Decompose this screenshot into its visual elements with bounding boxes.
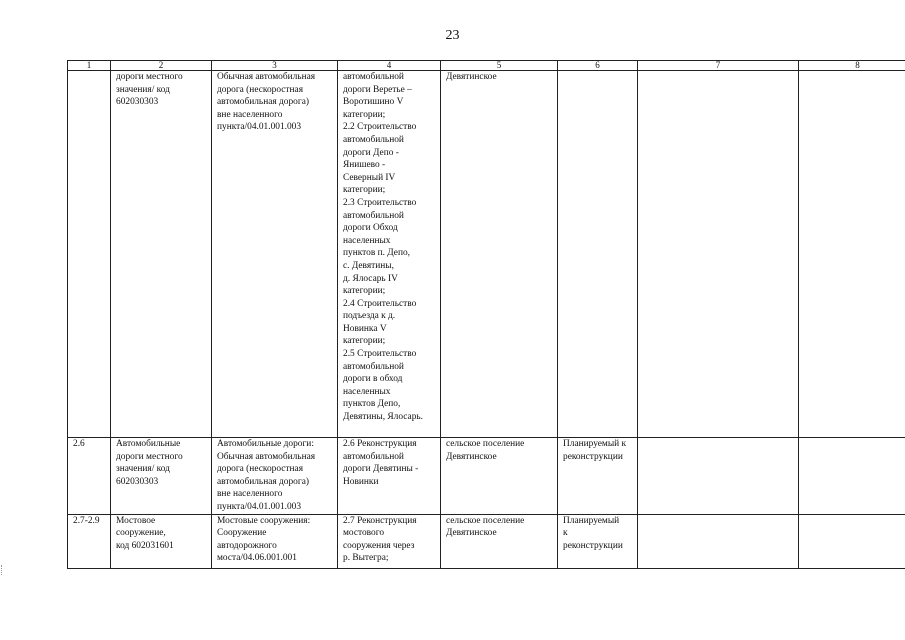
cell-line: сельское поселение xyxy=(446,439,525,449)
cell-line: пунктов Депо, xyxy=(343,399,401,410)
cell-line: с. Девятины, xyxy=(343,260,394,271)
header-cell-1: 1 xyxy=(68,61,111,71)
cell-col-7 xyxy=(638,514,799,568)
cell-description xyxy=(338,438,441,515)
header-cell-3: 3 xyxy=(212,61,338,71)
cell-line: дороги местного xyxy=(116,72,183,82)
cell-line: Планируемый xyxy=(563,515,620,526)
cell-location xyxy=(441,514,558,568)
cell-line: Обычная автомобильная xyxy=(217,72,316,82)
header-cell-7: 7 xyxy=(638,61,799,71)
cell-object-type xyxy=(111,438,212,515)
table-row xyxy=(68,71,905,438)
cell-line: код 602031601 xyxy=(116,540,174,551)
header-row xyxy=(68,61,905,71)
cell-line: дороги в обход xyxy=(343,374,403,385)
cell-line: 602030303 xyxy=(116,476,159,487)
cell-line: автомобильной xyxy=(343,134,404,145)
cell-location xyxy=(441,71,558,438)
cell-line: категории; xyxy=(343,336,386,347)
cell-line: значения/ код xyxy=(116,464,170,475)
cell-line: 2.6 xyxy=(73,439,85,449)
cell-line: дорога (нескоростная xyxy=(217,464,304,475)
cell-line: автомобильной xyxy=(343,451,404,462)
cell-line: Мостовые сооружения: xyxy=(217,515,311,526)
cell-col-8 xyxy=(799,438,905,515)
cell-object-category xyxy=(212,438,338,515)
cell-line: Обычная автомобильная xyxy=(217,451,316,462)
cell-line: Новинка V xyxy=(343,323,387,334)
cell-line: 2.4 Строительство xyxy=(343,298,417,309)
header-cell-2: 2 xyxy=(111,61,212,71)
cell-col-8 xyxy=(799,514,905,568)
cell-line: моста/04.06.001.001 xyxy=(217,553,297,564)
cell-line: подъезда к д. xyxy=(343,311,396,322)
cell-line: значения/ код xyxy=(116,84,170,95)
cell-description xyxy=(338,71,441,438)
header-cell-8: 8 xyxy=(799,61,905,71)
cell-line: Янишево - xyxy=(343,160,386,171)
cell-line: Новинки xyxy=(343,476,379,487)
cell-line: категории; xyxy=(343,109,386,120)
cell-status xyxy=(558,514,638,568)
cell-line: дороги местного xyxy=(116,451,183,462)
cell-col-7 xyxy=(638,71,799,438)
cell-line: автодорожного xyxy=(217,540,277,551)
cell-line: Северный IV xyxy=(343,172,396,183)
cell-line: сооружения через xyxy=(343,540,415,551)
cell-line: населенных xyxy=(343,386,391,397)
cell-line: 2.6 Реконструкция xyxy=(343,439,417,449)
cell-line: реконструкции xyxy=(563,451,623,462)
scan-margin-mark xyxy=(1,565,7,575)
cell-line: 2.5 Строительство xyxy=(343,349,417,360)
cell-object-category xyxy=(212,514,338,568)
cell-line: Воротишино V xyxy=(343,97,404,108)
cell-line: Планируемый к xyxy=(563,439,627,449)
cell-line: автомобильная дорога) xyxy=(217,97,309,108)
header-cell-5: 5 xyxy=(441,61,558,71)
page-number: 23 xyxy=(445,28,460,43)
cell-line: вне населенного xyxy=(217,109,283,120)
cell-status xyxy=(558,71,638,438)
cell-line: дороги Веретье – xyxy=(343,84,412,95)
cell-object-type xyxy=(111,71,212,438)
cell-line: автомобильная дорога) xyxy=(217,476,309,487)
cell-line: Девятины, Ялосарь. xyxy=(343,412,423,423)
cell-col-8 xyxy=(799,71,905,438)
cell-line: 2.7 Реконструкция xyxy=(343,515,417,526)
header-cell-6: 6 xyxy=(558,61,638,71)
cell-line: 2.7-2.9 xyxy=(73,515,100,526)
cell-status xyxy=(558,438,638,515)
cell-line: дороги Обход xyxy=(343,223,398,234)
cell-line: дороги Девятины - xyxy=(343,464,419,475)
cell-line: сельское поселение xyxy=(446,515,525,526)
cell-line: автомобильной xyxy=(343,72,404,82)
cell-line: автомобильной xyxy=(343,361,404,372)
cell-line: 602030303 xyxy=(116,97,159,108)
cell-line: вне населенного xyxy=(217,489,283,500)
cell-line: Мостовое xyxy=(116,515,156,526)
cell-number xyxy=(68,71,111,438)
cell-line: 2.2 Строительство xyxy=(343,122,417,133)
cell-object-category xyxy=(212,71,338,438)
cell-number xyxy=(68,438,111,515)
cell-line: Девятинское xyxy=(446,72,497,82)
table-row xyxy=(68,514,905,568)
cell-line: Автомобильные дороги: xyxy=(217,439,314,449)
cell-line: р. Вытегра; xyxy=(343,553,389,564)
cell-line: сооружение, xyxy=(116,528,166,539)
cell-line: мостового xyxy=(343,528,385,539)
document-table xyxy=(67,60,905,569)
cell-line: Сооружение xyxy=(217,528,267,539)
cell-line: дороги Депо - xyxy=(343,147,399,158)
cell-line: д. Ялосарь IV xyxy=(343,273,398,284)
cell-line: населенных xyxy=(343,235,391,246)
cell-col-7 xyxy=(638,438,799,515)
cell-line: реконструкции xyxy=(563,540,623,551)
cell-object-type xyxy=(111,514,212,568)
cell-line: 2.3 Строительство xyxy=(343,197,417,208)
cell-line: дорога (нескоростная xyxy=(217,84,304,95)
cell-line: Автомобильные xyxy=(116,439,181,449)
cell-line: пунктов п. Депо, xyxy=(343,248,411,259)
cell-line: Девятинское xyxy=(446,528,497,539)
cell-line: автомобильной xyxy=(343,210,404,221)
cell-line: к xyxy=(563,528,568,539)
cell-line: Девятинское xyxy=(446,451,497,462)
cell-description xyxy=(338,514,441,568)
cell-line: категории; xyxy=(343,286,386,297)
cell-line: пункта/04.01.001.003 xyxy=(217,501,302,512)
table-row xyxy=(68,438,905,515)
cell-line: категории; xyxy=(343,185,386,196)
cell-number xyxy=(68,514,111,568)
cell-line: пункта/04.01.001.003 xyxy=(217,122,302,133)
cell-location xyxy=(441,438,558,515)
header-cell-4: 4 xyxy=(338,61,441,71)
